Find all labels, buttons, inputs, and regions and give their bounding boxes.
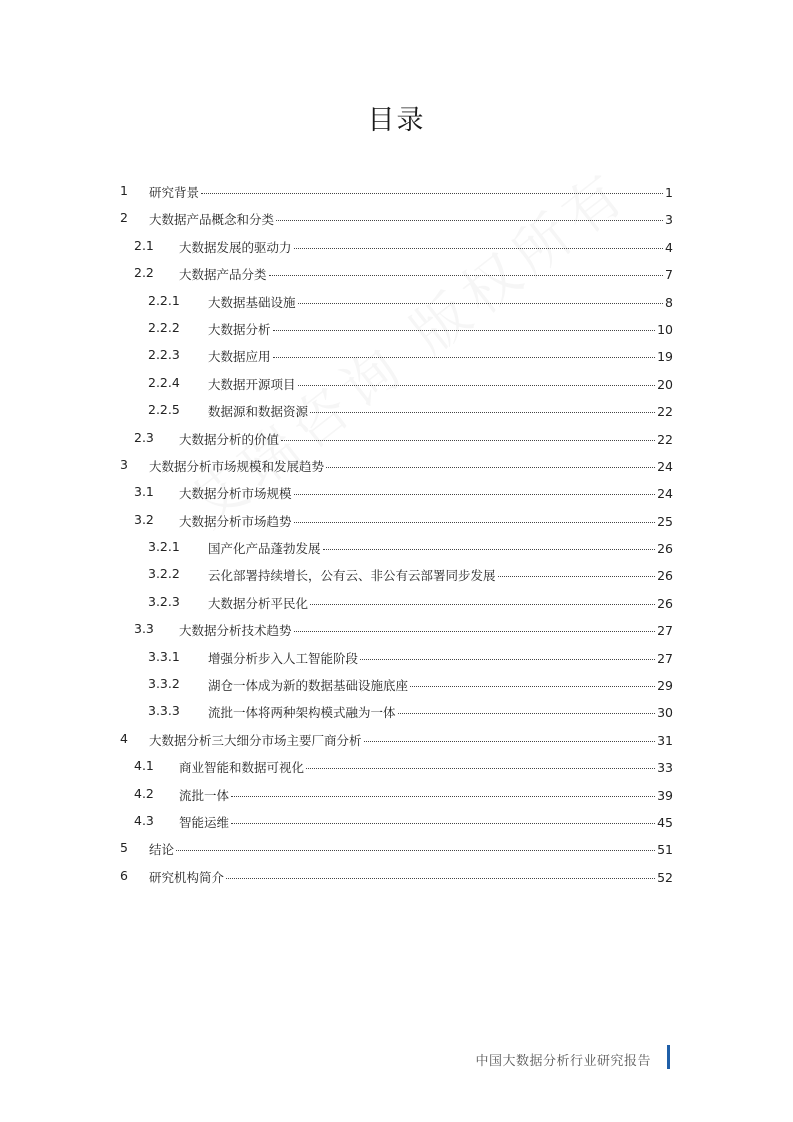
toc-entry-number: 2.1 — [134, 237, 154, 253]
toc-entry-page-number: 4 — [665, 239, 673, 255]
toc-entry-number: 6 — [120, 867, 128, 883]
toc-entry-title: 结论 — [149, 842, 175, 858]
toc-dot-leader — [294, 522, 656, 523]
toc-entry[interactable] — [118, 288, 673, 315]
page-title: 目录 — [367, 105, 426, 136]
toc-entry-line — [179, 484, 673, 502]
toc-entry-page-number: 30 — [657, 705, 673, 721]
toc-dot-leader — [310, 604, 655, 605]
toc-entry-line — [208, 320, 673, 338]
toc-entry-page-number: 29 — [657, 678, 673, 694]
toc-entry[interactable] — [118, 342, 673, 369]
toc-entry-line — [149, 183, 673, 201]
toc-entry[interactable] — [118, 561, 673, 588]
toc-entry-title: 增强分析步入人工智能阶段 — [208, 650, 359, 666]
toc-entry-title: 大数据应用 — [208, 349, 271, 365]
toc-entry-page-number: 22 — [657, 431, 673, 447]
toc-entry-number: 3.2.2 — [148, 566, 180, 582]
toc-entry-number: 2.2.4 — [148, 374, 180, 390]
toc-entry-line — [179, 786, 673, 804]
toc-entry-title: 大数据分析技术趋势 — [179, 623, 292, 639]
toc-entry-line — [149, 868, 673, 886]
toc-dot-leader — [273, 357, 656, 358]
toc-entry-title: 流批一体将两种架构模式融为一体 — [208, 705, 396, 721]
toc-entry-number: 2.2 — [134, 265, 154, 281]
toc-dot-leader — [276, 220, 663, 221]
toc-entry-line — [208, 375, 673, 393]
toc-entry-title: 云化部署持续增长，公有云、非公有云部署同步发展 — [208, 568, 496, 584]
toc-entry-number: 3.2.3 — [148, 593, 180, 609]
toc-entry-number: 3.3.1 — [148, 648, 180, 664]
toc-dot-leader — [398, 713, 656, 714]
toc-entry-page-number: 52 — [657, 869, 673, 885]
toc-dot-leader — [269, 275, 664, 276]
toc-entry-line — [149, 457, 673, 475]
toc-entry-number: 3.3.3 — [148, 703, 180, 719]
toc-dot-leader — [273, 330, 656, 331]
toc-entry-number: 2 — [120, 210, 128, 226]
toc-dot-leader — [226, 878, 655, 879]
toc-entry[interactable] — [118, 616, 673, 643]
toc-dot-leader — [298, 303, 664, 304]
toc-entry-line — [208, 566, 673, 584]
toc-entry-title: 大数据产品概念和分类 — [149, 212, 275, 228]
toc-entry[interactable] — [118, 260, 673, 287]
toc-entry-line — [208, 402, 673, 420]
toc-dot-leader — [231, 823, 655, 824]
toc-entry-title: 湖仓一体成为新的数据基础设施底座 — [208, 678, 409, 694]
toc-entry-page-number: 26 — [657, 595, 673, 611]
toc-dot-leader — [410, 686, 655, 687]
toc-entry-title: 商业智能和数据可视化 — [179, 760, 305, 776]
toc-entry[interactable] — [118, 835, 673, 862]
toc-entry-title: 大数据开源项目 — [208, 376, 296, 392]
toc-dot-leader — [176, 850, 655, 851]
toc-entry-line — [179, 238, 673, 256]
toc-entry-title: 智能运维 — [179, 814, 230, 830]
toc-entry-title: 大数据基础设施 — [208, 294, 296, 310]
toc-dot-leader — [364, 741, 656, 742]
toc-entry-number: 2.3 — [134, 429, 154, 445]
toc-entry-number: 5 — [120, 840, 128, 856]
toc-entry[interactable] — [118, 397, 673, 424]
toc-entry-page-number: 39 — [657, 787, 673, 803]
toc-entry[interactable] — [118, 479, 673, 506]
toc-entry-line — [179, 813, 673, 831]
toc-dot-leader — [323, 549, 656, 550]
toc-entry-number: 3.2.1 — [148, 539, 180, 555]
toc-entry-title: 大数据分析三大细分市场主要厂商分析 — [149, 732, 362, 748]
toc-entry-title: 国产化产品蓬勃发展 — [208, 541, 321, 557]
toc-entry[interactable] — [118, 753, 673, 780]
toc-entry-number: 2.2.2 — [148, 319, 180, 335]
toc-entry[interactable] — [118, 644, 673, 671]
toc-dot-leader — [231, 796, 655, 797]
toc-entry-title: 大数据分析市场趋势 — [179, 513, 292, 529]
toc-entry[interactable] — [118, 698, 673, 725]
toc-entry-number: 1 — [120, 183, 128, 198]
toc-entry-number: 4.3 — [134, 812, 154, 828]
toc-entry-title: 大数据分析市场规模 — [179, 486, 292, 502]
toc-entry-number: 3 — [120, 456, 128, 472]
toc-dot-leader — [294, 248, 664, 249]
toc-entry-page-number: 31 — [657, 732, 673, 748]
toc-entry-number: 4 — [120, 730, 128, 746]
toc-entry-line — [208, 649, 673, 667]
toc-entry-title: 流批一体 — [179, 787, 230, 803]
toc-entry[interactable] — [118, 452, 673, 479]
toc-entry-number: 3.3.2 — [148, 676, 180, 692]
toc-entry-number: 4.2 — [134, 785, 154, 801]
toc-entry-title: 大数据分析市场规模和发展趋势 — [149, 458, 325, 474]
toc-entry-number: 3.2 — [134, 511, 154, 527]
toc-dot-leader — [306, 768, 655, 769]
footer-accent-bar — [667, 1045, 670, 1069]
toc-entry[interactable] — [118, 205, 673, 232]
toc-entry-page-number: 26 — [657, 568, 673, 584]
toc-entry-page-number: 3 — [665, 212, 673, 228]
toc-entry-title: 大数据发展的驱动力 — [179, 239, 292, 255]
toc-entry[interactable] — [118, 671, 673, 698]
toc-dot-leader — [498, 576, 656, 577]
toc-dot-leader — [294, 631, 656, 632]
toc-entry-page-number: 7 — [665, 267, 673, 283]
toc-entry-number: 4.1 — [134, 758, 154, 774]
toc-entry-line — [149, 840, 673, 858]
toc-entry-title: 研究背景 — [149, 185, 200, 200]
toc-entry[interactable] — [118, 507, 673, 534]
toc-entry-page-number: 27 — [657, 623, 673, 639]
toc-dot-leader — [294, 494, 656, 495]
toc-entry[interactable] — [118, 589, 673, 616]
toc-entry-page-number: 1 — [665, 185, 673, 200]
toc-entry-page-number: 33 — [657, 760, 673, 776]
toc-entry-line — [208, 539, 673, 557]
toc-entry-number: 2.2.1 — [148, 292, 180, 308]
toc-entry-number: 2.2.3 — [148, 347, 180, 363]
toc-entry-page-number: 10 — [657, 321, 673, 337]
toc-entry-page-number: 27 — [657, 650, 673, 666]
toc-entry-page-number: 24 — [657, 486, 673, 502]
toc-entry-page-number: 19 — [657, 349, 673, 365]
toc-entry-page-number: 26 — [657, 541, 673, 557]
toc-entry-line — [179, 512, 673, 530]
toc-entry[interactable] — [118, 863, 673, 890]
toc-entry[interactable] — [118, 726, 673, 753]
toc-entry-page-number: 25 — [657, 513, 673, 529]
toc-entry-page-number: 24 — [657, 458, 673, 474]
toc-entry[interactable] — [118, 425, 673, 452]
toc-entry-page-number: 51 — [657, 842, 673, 858]
toc-entry[interactable] — [118, 370, 673, 397]
toc-entry-title: 研究机构简介 — [149, 869, 225, 885]
toc-entry-page-number: 22 — [657, 404, 673, 420]
toc-entry-line — [149, 210, 673, 228]
toc-entry-line — [149, 731, 673, 749]
toc-dot-leader — [201, 193, 663, 194]
toc-entry-line — [208, 676, 673, 694]
toc-entry-title: 大数据分析 — [208, 321, 271, 337]
toc-dot-leader — [298, 385, 656, 386]
toc-entry-title: 大数据产品分类 — [179, 267, 267, 283]
toc-entry-title: 大数据分析平民化 — [208, 595, 309, 611]
toc-entry-line — [179, 621, 673, 639]
toc-dot-leader — [326, 467, 655, 468]
toc-entry-number: 3.1 — [134, 484, 154, 500]
toc-entry-title: 大数据分析的价值 — [179, 431, 280, 447]
toc-dot-leader — [281, 440, 655, 441]
toc-entry[interactable] — [118, 808, 673, 835]
toc-entry-line — [208, 347, 673, 365]
toc-entry[interactable] — [118, 781, 673, 808]
toc-entry[interactable] — [118, 534, 673, 561]
toc-dot-leader — [310, 412, 655, 413]
footer-report-title: 中国大数据分析行业研究报告 — [475, 1054, 651, 1069]
toc-entry[interactable] — [118, 315, 673, 342]
toc-entry-line — [179, 758, 673, 776]
toc-entry[interactable] — [118, 178, 673, 205]
toc-entry-title: 数据源和数据资源 — [208, 404, 309, 420]
toc-dot-leader — [360, 659, 655, 660]
toc-entry-line — [179, 265, 673, 283]
toc-entry-line — [179, 430, 673, 448]
toc-entry-page-number: 20 — [657, 376, 673, 392]
toc-entry-page-number: 8 — [665, 294, 673, 310]
toc-entry-line — [208, 594, 673, 612]
toc-entry-line — [208, 293, 673, 311]
toc-entry-number: 2.2.5 — [148, 402, 180, 418]
table-of-contents — [118, 178, 673, 890]
toc-entry-line — [208, 703, 673, 721]
toc-entry-page-number: 45 — [657, 814, 673, 830]
toc-entry-number: 3.3 — [134, 621, 154, 637]
toc-entry[interactable] — [118, 233, 673, 260]
